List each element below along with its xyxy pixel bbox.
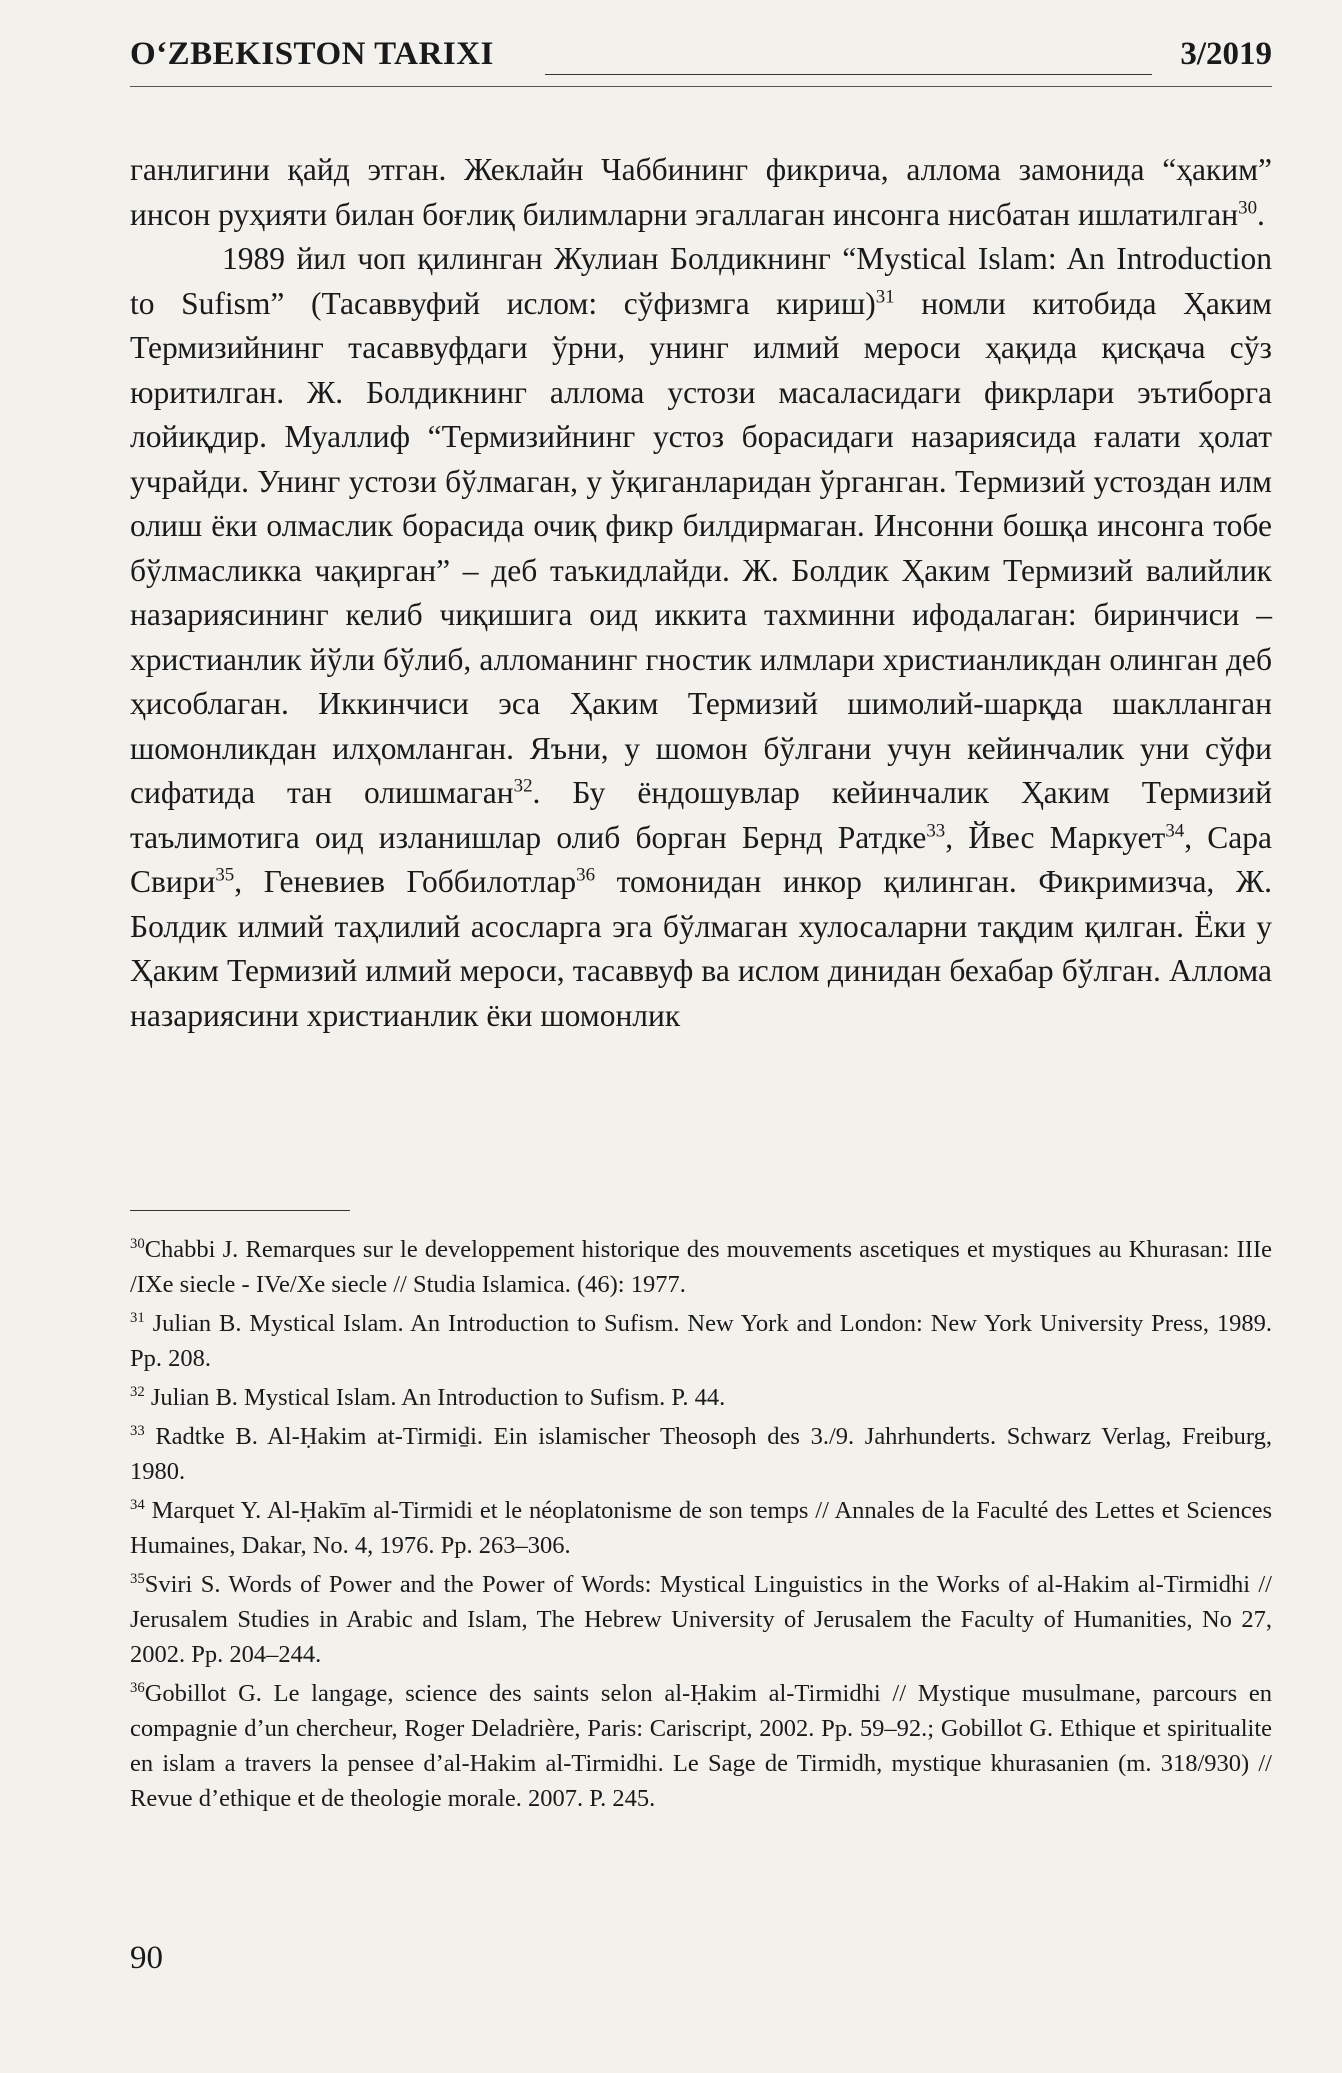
header-rule (545, 74, 1152, 75)
footnote-number: 30 (130, 1235, 145, 1252)
paragraph-2-text-7: томонидан инкор қилинган. Фикримизча, Ж. Болдик илмий таҳлилий асосларга эга бўлмаган хулосаларни тақдим қилган. Ёки у Ҳаким Термизий илмий мероси, тасаввуф ва ислом динидан бехабар бўлган. Аллома назариясини христианлик ёки шомонлик (130, 864, 1273, 1033)
paragraph-1 (130, 148, 1272, 237)
footnote-ref-34: 34 (1165, 820, 1185, 841)
paragraph-1-text: ганлигини қайд этган. Жеклайн Чаббининг фикрича, аллома замонида “ҳаким” инсон руҳияти билан боғлиқ билимларни эгаллаган инсонга нисбатан ишлатилган (130, 152, 1272, 232)
footnote-ref-35: 35 (215, 864, 235, 886)
footnote-number: 33 (130, 1422, 145, 1439)
footnote-number: 31 (130, 1309, 145, 1326)
footnote-text: Chabbi J. Remarques sur le developpement historique des mouvements ascetiques et mystiques au Khurasan: IIIe /IXe siecle - IVe/Xe siecle // Studia Islamica. (46): 1977. (130, 1236, 1272, 1298)
footnote (130, 1567, 1272, 1672)
footnote-ref-31: 31 (875, 286, 895, 307)
footnote-number: 34 (130, 1496, 145, 1513)
footnote-number: 35 (130, 1570, 145, 1587)
page-number: 90 (130, 1940, 163, 1976)
paragraph-2-text-1: 1989 йил чоп қилинган Жулиан Болдикнинг “Mystical Islam: An Introduction to Sufism” (Тасаввуфий ислом: сўфизмга кириш) (130, 241, 1272, 321)
footnote-text: Julian B. Mystical Islam. An Introduction to Sufism. New York and London: New York University Press, 1989. Pp. 208. (130, 1310, 1272, 1372)
footnote-ref-32: 32 (513, 775, 533, 797)
paragraph-2-text-4: , Йвес Маркует (945, 819, 1166, 855)
issue-number: 3/2019 (1180, 36, 1272, 72)
footnote-ref-36: 36 (576, 864, 596, 886)
footnote-number: 36 (130, 1679, 145, 1696)
paragraph-2 (130, 237, 1272, 1038)
paragraph-1-end: . (1257, 196, 1265, 232)
footnote (130, 1676, 1272, 1816)
footnote-text: Radtke B. Al-Ḥakim at-Tirmiḏi. Ein islamischer Theosoph des 3./9. Jahrhunderts. Schwarz Verlag, Freiburg, 1980. (130, 1423, 1273, 1485)
footnote-separator (130, 1210, 350, 1211)
footnote (130, 1232, 1272, 1302)
footnotes (130, 1232, 1272, 1820)
footnote (130, 1493, 1272, 1563)
footnote-text: Marquet Y. Al-Ḥakīm al-Tirmidi et le néoplatonisme de son temps // Annales de la Faculté des Lettes et Sciences Humaines, Dakar, No. 4, 1976. Pp. 263–306. (130, 1497, 1273, 1559)
footnote-ref-33: 33 (926, 820, 946, 841)
footnote-text: Gobillot G. Le langage, science des saints selon al-Ḥakim al-Tirmidhi // Mystique musulmane, parcours en compagnie d’un chercheur, Roger Deladrière, Paris: Cariscript, 2002. Pp. 59–92.; Gobillot G. Ethique et spiritualite en islam a travers la pensee d’al-Hakim al-Tirmidhi. Le Sage de Tirmidh, mystique khurasanien (m. 318/930) // Revue d’ethique et de theologie morale. 2007. P. 245. (130, 1680, 1272, 1812)
footnote-number: 32 (130, 1383, 145, 1400)
footnote-text: Julian B. Mystical Islam. An Introduction to Sufism. P. 44. (150, 1384, 726, 1411)
journal-page (130, 0, 1272, 2073)
paragraph-2-text-6: , Геневиев Гоббилотлар (234, 864, 577, 899)
footnote-ref-30: 30 (1238, 197, 1258, 218)
header-underline (130, 86, 1272, 87)
footnote (130, 1380, 1272, 1415)
running-header (130, 36, 1272, 80)
journal-title: O‘ZBEKISTON TARIXI (130, 36, 494, 72)
footnote-text: Sviri S. Words of Power and the Power of Words: Mystical Linguistics in the Works of al-Hakim al-Tirmidhi // Jerusalem Studies in Arabic and Islam, The Hebrew University of Jerusalem the Faculty of Humanities, No 27, 2002. Pp. 204–244. (130, 1571, 1272, 1668)
paragraph-2-text-5: , Сара Свири (130, 819, 1272, 899)
footnote (130, 1419, 1272, 1489)
footnote (130, 1306, 1272, 1376)
paragraph-2-text-2: номли китобида Ҳаким Термизийнинг тасаввуфдаги ўрни, унинг илмий мероси ҳақида қисқача сўз юритилган. Ж. Болдикнинг аллома устози масаласидаги фикрлари эътиборга лойиқдир. Муаллиф “Термизийнинг устоз борасидаги назариясида ғалати ҳолат учрайди. Унинг устози бўлмаган, у ўқиганларидан ўрганган. Термизий устоздан илм олиш ёки олмаслик борасида очиқ фикр билдирмаган. Инсонни бошқа инсонга тобе бўлмасликка чақирган” – деб таъкидлайди. Ж. Болдик Ҳаким Термизий валийлик назариясининг келиб чиқишига оид иккита тахминни ифодалаган: биринчиси – христианлик йўли бўлиб, алломанинг гностик илмлари христианликдан олинган деб ҳисоблаган. Иккинчиси эса Ҳаким Термизий шимолий-шарқда шаклланган шомонликдан илҳомланган. Яъни, у шомон бўлгани учун кейинчалик уни сўфи сифатида тан олишмаган (130, 285, 1272, 810)
paragraph-2-text-3: . Бу ёндошувлар кейинчалик Ҳаким Термизий таълимотига оид изланишлар олиб борган Бернд Ратдке (130, 775, 1272, 855)
main-text (130, 148, 1272, 1038)
